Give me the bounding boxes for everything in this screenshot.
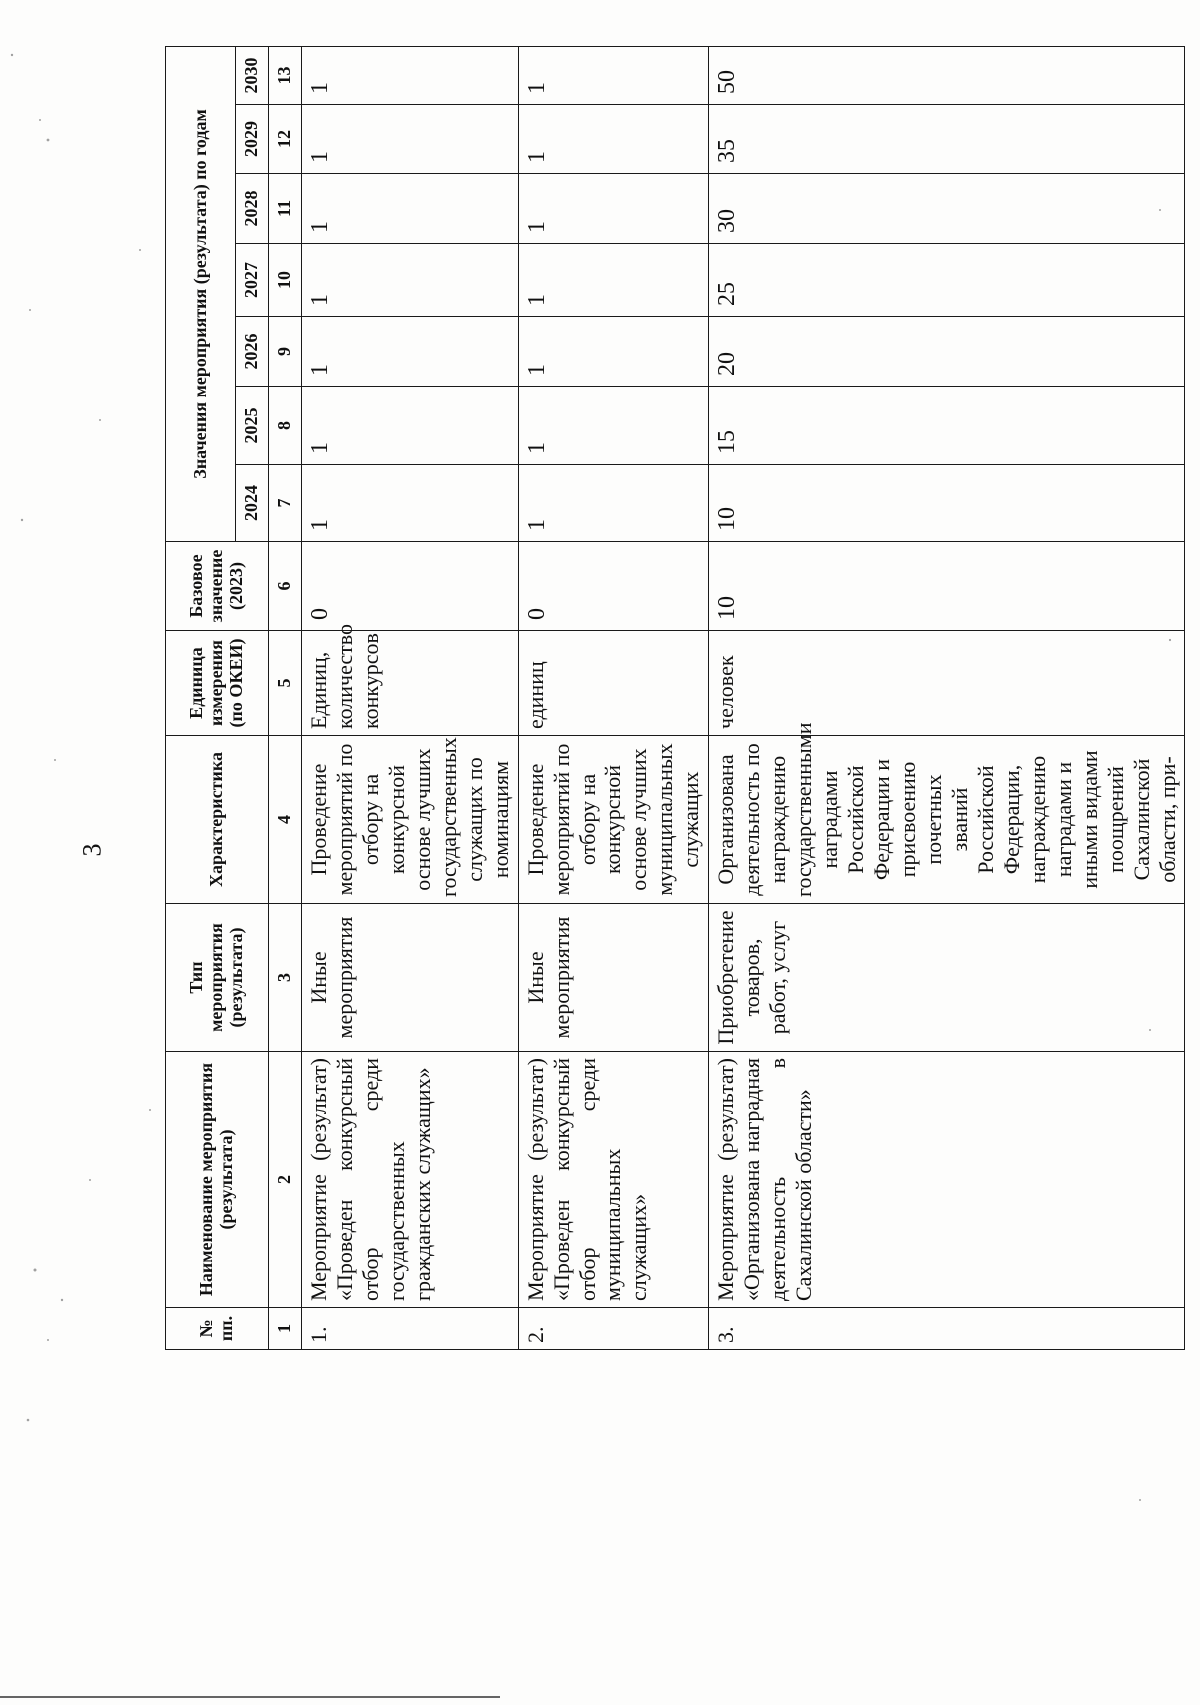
- row-value: 1: [302, 465, 519, 542]
- row-characteristic: Проведение мероприятий по отбору на конкурсной основе лучших муниципальных служащих: [518, 736, 709, 904]
- row-value: 1: [518, 465, 709, 542]
- row-value: 1: [302, 244, 519, 317]
- column-number: 12: [269, 105, 302, 174]
- column-number: 1: [269, 1308, 302, 1350]
- row-value: 1: [518, 105, 709, 174]
- row-name: Мероприятие (результат) «Проведен конкурсный отбор среди муниципальных служащих»: [518, 1052, 709, 1308]
- row-value: 30: [709, 174, 1185, 244]
- row-base: 0: [302, 542, 519, 631]
- row-value: 10: [709, 465, 1185, 542]
- column-number: 7: [269, 465, 302, 542]
- row-unit: Единиц, количество конкурсов: [302, 631, 519, 736]
- page-number: 3: [77, 843, 107, 857]
- header-values-group: Значения мероприятия (результата) по годам: [166, 46, 236, 541]
- row-value: 15: [709, 387, 1185, 465]
- row-no: 2.: [518, 1308, 709, 1350]
- column-number: 10: [269, 244, 302, 317]
- row-value: 1: [518, 317, 709, 387]
- header-year: 2024: [236, 465, 269, 542]
- row-value: 1: [302, 387, 519, 465]
- row-no: 1.: [302, 1308, 519, 1350]
- row-characteristic: Организована деятельность по награждению государственными наградами Российской Федерации и присвоению почетных званий Российской Федерации, награждению наградами и иными видами поощрений Сахалинской области, при-: [709, 736, 1185, 904]
- header-year: 2026: [236, 317, 269, 387]
- column-number: 5: [269, 631, 302, 736]
- column-number: 8: [269, 387, 302, 465]
- column-number: 13: [269, 46, 302, 104]
- header-type: Тип мероприятия (результата): [166, 904, 269, 1052]
- column-number: 9: [269, 317, 302, 387]
- header-year: 2029: [236, 105, 269, 174]
- header-unit: Единица измерения (по ОКЕИ): [166, 631, 269, 736]
- column-number: 3: [269, 904, 302, 1052]
- rotated-table-wrapper: [165, 57, 1180, 1350]
- header-characteristic: Характеристика: [166, 736, 269, 904]
- row-value: 1: [518, 174, 709, 244]
- table-row: [518, 46, 709, 1349]
- header-year: 2027: [236, 244, 269, 317]
- header-name: Наименование мероприятия (результата): [166, 1052, 269, 1308]
- column-number: 2: [269, 1052, 302, 1308]
- row-value: 1: [518, 46, 709, 104]
- column-number-row: [269, 46, 302, 1349]
- column-number: 4: [269, 736, 302, 904]
- header-row-1: [166, 46, 236, 1349]
- events-table: [165, 46, 1185, 1350]
- header-year: 2025: [236, 387, 269, 465]
- column-number: 6: [269, 542, 302, 631]
- row-value: 25: [709, 244, 1185, 317]
- header-year: 2028: [236, 174, 269, 244]
- row-characteristic: Проведение мероприятий по отбору на конкурсной основе лучших государственных служащих по номинациям: [302, 736, 519, 904]
- row-name: Мероприятие (результат) «Проведен конкурсный отбор среди государственных гражданских служащих»: [302, 1052, 519, 1308]
- row-value: 20: [709, 317, 1185, 387]
- row-value: 50: [709, 46, 1185, 104]
- row-value: 1: [302, 46, 519, 104]
- row-unit: единиц: [518, 631, 709, 736]
- row-value: 35: [709, 105, 1185, 174]
- row-type: Иные мероприятия: [518, 904, 709, 1052]
- row-value: 1: [302, 174, 519, 244]
- row-value: 1: [302, 317, 519, 387]
- row-value: 1: [518, 244, 709, 317]
- row-no: 3.: [709, 1308, 1185, 1350]
- row-name: Мероприятие (результат) «Организована наградная деятельность в Сахалинской области»: [709, 1052, 1185, 1308]
- row-base: 0: [518, 542, 709, 631]
- row-unit: человек: [709, 631, 1185, 736]
- row-type: Приобретение товаров, работ, услуг: [709, 904, 1185, 1052]
- header-base: Базовое значение (2023): [166, 542, 269, 631]
- column-number: 11: [269, 174, 302, 244]
- table-row: [709, 46, 1185, 1349]
- row-value: 1: [518, 387, 709, 465]
- row-base: 10: [709, 542, 1185, 631]
- row-value: 1: [302, 105, 519, 174]
- header-no: № пп.: [166, 1308, 269, 1350]
- row-type: Иные мероприятия: [302, 904, 519, 1052]
- table-row: [302, 46, 519, 1349]
- header-year: 2030: [236, 46, 269, 104]
